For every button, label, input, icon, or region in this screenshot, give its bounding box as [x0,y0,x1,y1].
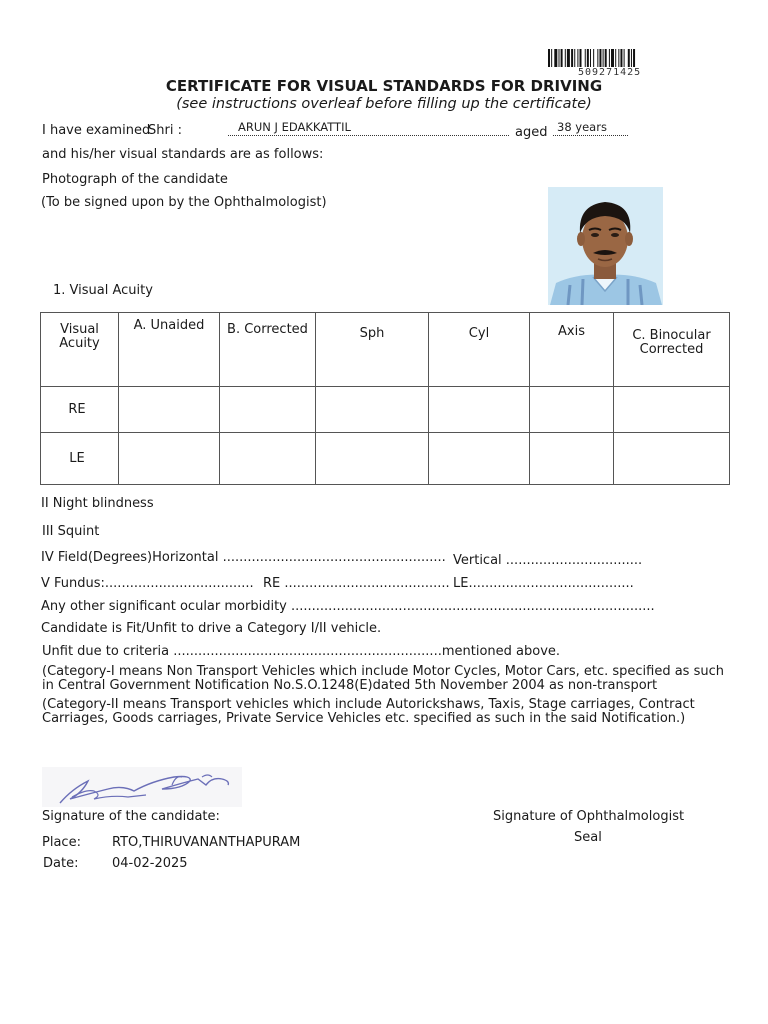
candidate-signature-image [42,767,242,807]
examined-label: I have examined [42,123,151,138]
fundus-label: V Fundus:.................................... [41,576,254,591]
seal-label: Seal [574,830,602,845]
candidate-name: ARUN J EDAKKATTIL [238,120,351,134]
le-corrected-cell [220,433,316,485]
certificate-subtitle: (see instructions overleaf before filling up the certificate) [176,96,592,112]
re-unaided-cell [119,387,220,433]
table-row-re [41,387,730,433]
fundus-re-label: RE ........................................ [263,576,450,591]
date-label: Date: [43,856,79,871]
unfit-criteria-line: Unfit due to criteria .................................................................mentioned above. [42,644,561,659]
row-label-le: LE [41,433,119,485]
shri-label: Shri : [148,123,182,138]
re-sph-cell [316,387,429,433]
photo-sign-note: (To be signed upon by the Ophthalmologist) [41,195,327,210]
table-header-row [41,313,730,387]
fitness-line: Candidate is Fit/Unfit to drive a Category I/II vehicle. [41,621,382,636]
le-unaided-cell [119,433,220,485]
le-axis-cell [530,433,614,485]
re-corrected-cell [220,387,316,433]
field-horizontal-label: IV Field(Degrees)Horizontal ...................................................... [41,550,446,565]
night-blindness-label: II Night blindness [41,496,154,511]
table-row-le [41,433,730,485]
fundus-le-label: LE........................................ [453,576,634,591]
header-visual-acuity: Visual Acuity [41,313,119,387]
date-value: 04-02-2025 [112,856,188,871]
category-1-line-1: (Category-I means Non Transport Vehicles which include Motor Cycles, Motor Cars, etc. specified as such [42,664,724,679]
header-unaided: A. Unaided [119,313,220,387]
candidate-name-field [228,119,509,136]
category-1-line-2: in Central Government Notification No.S.O.1248(E)dated 5th November 2004 as non-transport [42,678,658,693]
le-sph-cell [316,433,429,485]
ophthalmologist-signature-label: Signature of Ophthalmologist [493,809,685,824]
header-sph: Sph [316,313,429,387]
barcode-number: 509271425 [578,67,642,78]
candidate-signature-label: Signature of the candidate: [42,809,220,824]
squint-label: III Squint [42,524,100,539]
re-cyl-cell [429,387,530,433]
re-axis-cell [530,387,614,433]
le-binocular-cell [614,433,730,485]
age-value: 38 years [557,120,607,134]
place-value: RTO,THIRUVANANTHAPURAM [112,835,301,850]
header-cyl: Cyl [429,313,530,387]
age-field [553,119,628,136]
row-label-re: RE [41,387,119,433]
visual-acuity-table [40,312,729,485]
le-cyl-cell [429,433,530,485]
header-corrected: B. Corrected [220,313,316,387]
barcode [548,49,714,69]
re-binocular-cell [614,387,730,433]
aged-label: aged [515,125,548,140]
ocular-morbidity-label: Any other significant ocular morbidity ........................................................................................ [41,599,655,614]
section-visual-acuity: 1. Visual Acuity [53,283,153,298]
certificate-title: CERTIFICATE FOR VISUAL STANDARDS FOR DRIVING [165,77,603,95]
field-vertical-label: Vertical ................................. [453,553,643,568]
place-label: Place: [42,835,81,850]
header-binocular-corrected: C. Binocular Corrected [614,313,730,387]
visual-standards-line: and his/her visual standards are as follows: [42,147,324,162]
category-2-line-2: Carriages, Goods carriages, Private Service Vehicles etc. specified as such in the said Notification.) [42,711,686,726]
category-2-line-1: (Category-II means Transport vehicles which include Autorickshaws, Taxis, Stage carriages, Contract [42,697,695,712]
candidate-photo [548,187,663,305]
photo-label: Photograph of the candidate [42,172,228,187]
header-axis: Axis [530,313,614,387]
